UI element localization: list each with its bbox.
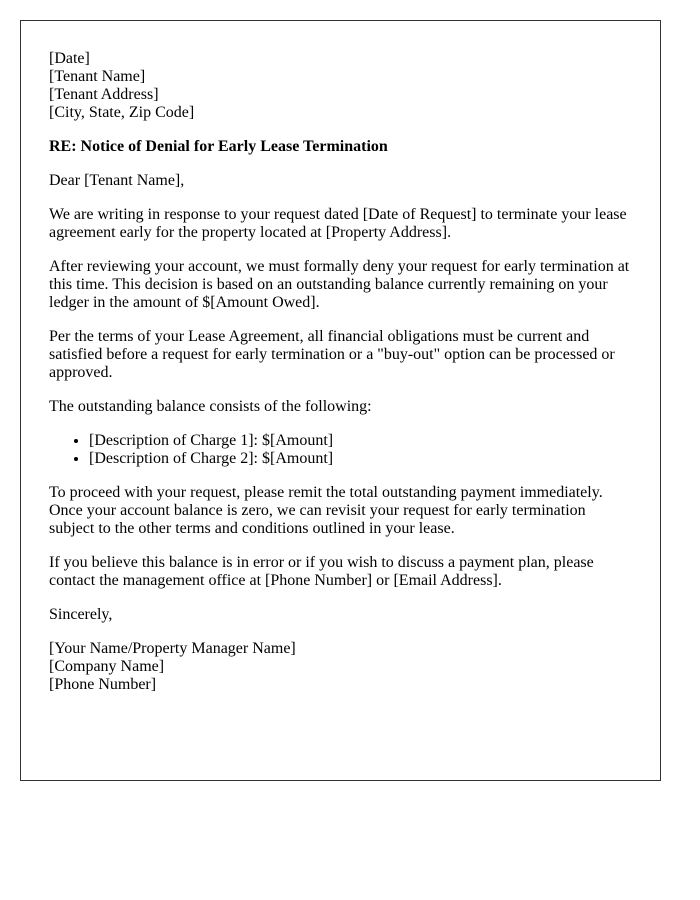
company-name: [Company Name]	[49, 658, 165, 675]
tenant-name-line: [Tenant Name]	[49, 68, 146, 85]
paragraph-request-response: We are writing in response to your request dated [Date of Request] to terminate your lease agreement early for the property located at [Property Address].	[49, 206, 627, 241]
charges-list	[49, 432, 632, 468]
charge-item: • [Description of Charge 2]: $[Amount]	[89, 450, 632, 468]
signature-block	[49, 640, 632, 694]
charge-item: • [Description of Charge 1]: $[Amount]	[89, 432, 632, 450]
paragraph-contact: If you believe this balance is in error or if you wish to discuss a payment plan, please contact the management office at [Phone Number] or [Email Address].	[49, 554, 594, 589]
paragraph-lease-terms: Per the terms of your Lease Agreement, all financial obligations must be current and satisfied before a request for early termination or a "buy-out" option can be processed or approved.	[49, 328, 615, 381]
paragraph-denial-reason: After reviewing your account, we must formally deny your request for early termination at this time. This decision is based on an outstanding balance currently remaining on your ledger in the amount of $[Amount Owed].	[49, 258, 630, 311]
letter-page	[20, 20, 661, 781]
phone-number: [Phone Number]	[49, 676, 157, 693]
paragraph-balance-intro: The outstanding balance consists of the following:	[49, 398, 372, 415]
recipient-address-block	[49, 50, 632, 122]
salutation: Dear [Tenant Name],	[49, 172, 185, 189]
subject-line: RE: Notice of Denial for Early Lease Termination	[49, 138, 388, 155]
signer-name: [Your Name/Property Manager Name]	[49, 640, 296, 657]
tenant-address-line: [Tenant Address]	[49, 86, 159, 103]
letter-content	[21, 21, 660, 694]
date-line: [Date]	[49, 50, 90, 67]
sign-off: Sincerely,	[49, 606, 113, 623]
paragraph-next-steps: To proceed with your request, please remit the total outstanding payment immediately. Once your account balance is zero, we can revisit your request for early termination subject to the other terms and conditions outlined in your lease.	[49, 484, 603, 537]
city-state-zip-line: [City, State, Zip Code]	[49, 104, 195, 121]
